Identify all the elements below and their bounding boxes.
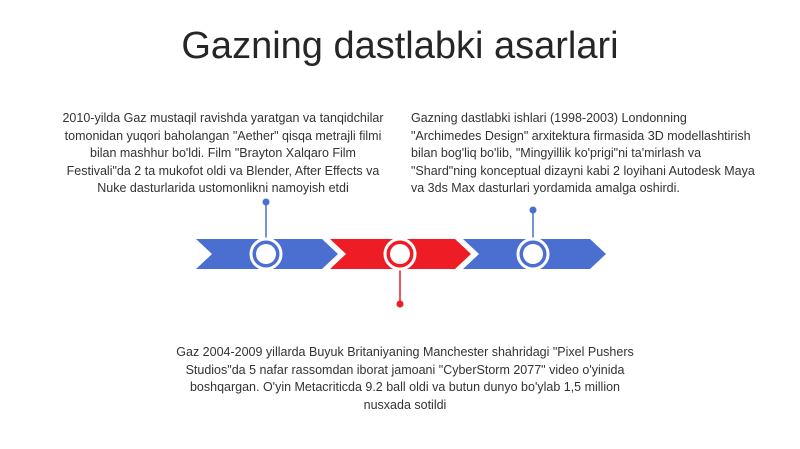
timeline-entry-right-text: Gazning dastlabki ishlari (1998-2003) Londonning "Archimedes Design" arxitektura firmasida 3D modellashtirish bilan bog'liq bo'lib, "Mingyillik ko'prigi"ni ta'mirlash va "Shard"ning konceptual dizayni kabi 2 loyihani Autodesk Maya va 3ds Max dasturlari yordamida amalga oshirdi. [411, 111, 755, 195]
milestone-marker-center-center [390, 244, 410, 264]
connector-dot-right [530, 207, 537, 214]
slide-title: Gazning dastlabki asarlari [181, 25, 619, 67]
connector-dot-bottom [397, 301, 404, 308]
timeline-entry-bottom-text: Gaz 2004-2009 yillarda Buyuk Britaniyaning Manchester shahridagi "Pixel Pushers Studios"da 5 nafar rassomdan iborat jamoani "CyberStorm 2077" video o'yinida boshqargan. O'yin Metacriticda 9.2 ball oldi va butun dunyo bo'ylab 1,5 million nusxada sotildi [176, 345, 634, 412]
milestone-marker-left-center [256, 244, 276, 264]
milestone-marker-right-center [523, 244, 543, 264]
timeline-entry-left-text: 2010-yilda Gaz mustaqil ravishda yaratgan va tanqidchilar tomonidan yuqori baholangan "Aether" qisqa metrajli filmi bilan mashhur bo'ldi. Film "Brayton Xalqaro Film Festivali"da 2 ta mukofot oldi va Blender, After Effects va Nuke dasturlarida ustomonlikni namoyish etdi [62, 111, 384, 195]
connector-dot-left [263, 199, 270, 206]
